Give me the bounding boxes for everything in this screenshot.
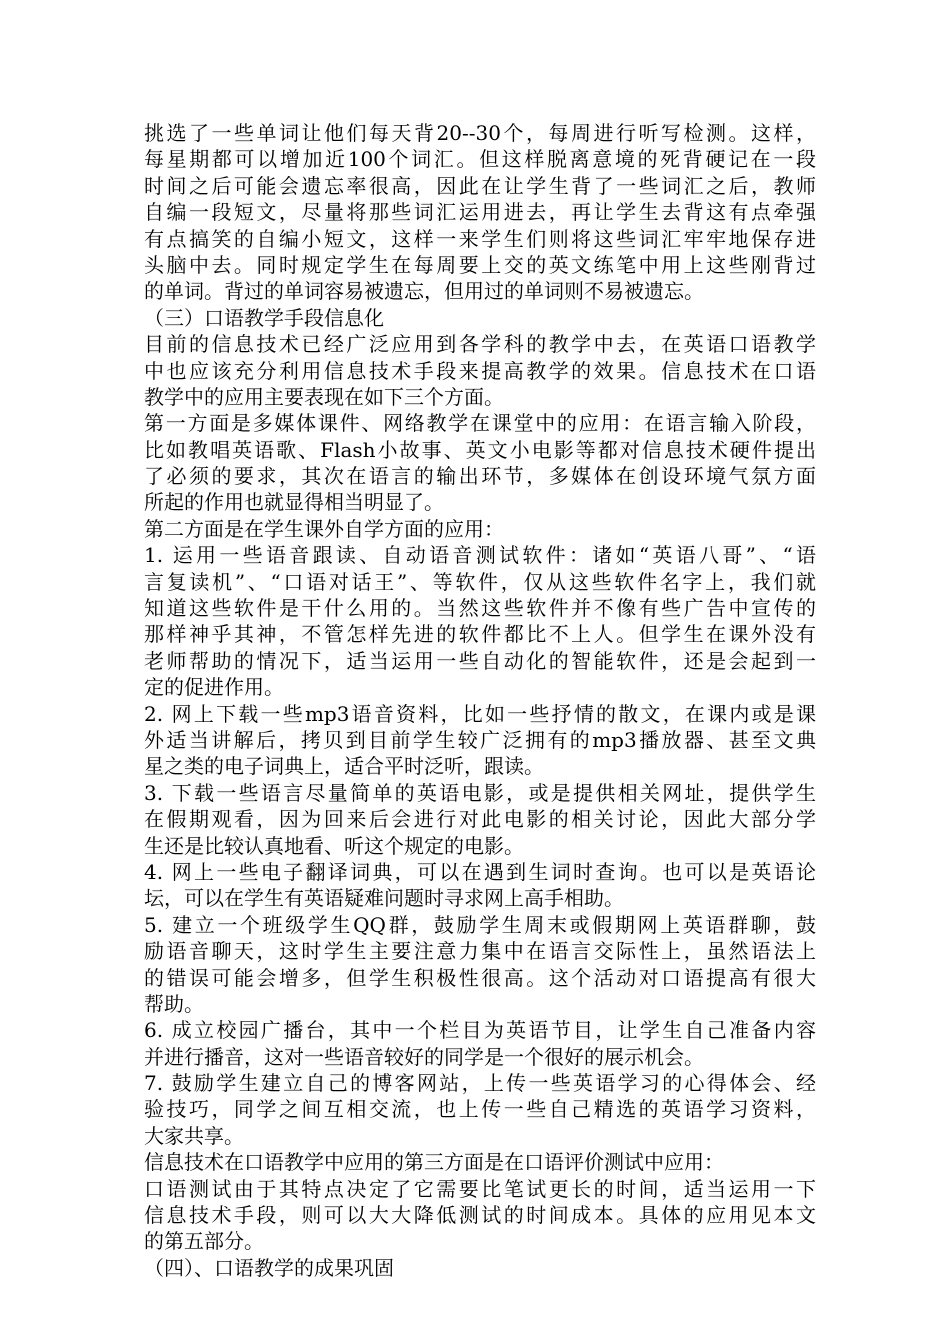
text-line: （三）口语教学手段信息化 bbox=[144, 305, 384, 330]
text-line: 第二方面是在学生课外自学方面的应用： bbox=[144, 516, 504, 541]
text-line: 励语音聊天，这时学生主要注意力集中在语言交际性上，虽然语法上 bbox=[144, 939, 816, 964]
text-line: 的错误可能会增多，但学生积极性很高。这个活动对口语提高有很大 bbox=[144, 965, 816, 990]
text-line: 3. 下载一些语言尽量简单的英语电影，或是提供相关网址，提供学生 bbox=[144, 780, 816, 805]
text-line: 了必须的要求，其次在语言的输出环节，多媒体在创设环境气氛方面 bbox=[144, 464, 816, 489]
text-line: 目前的信息技术已经广泛应用到各学科的教学中去，在英语口语教学 bbox=[144, 332, 816, 357]
text-line: 中也应该充分利用信息技术手段来提高教学的效果。信息技术在口语 bbox=[144, 358, 816, 383]
text-line: 验技巧，同学之间互相交流，也上传一些自己精选的英语学习资料， bbox=[144, 1097, 816, 1122]
text-line: 有点搞笑的自编小短文，这样一来学生们则将这些词汇牢牢地保存进 bbox=[144, 226, 816, 251]
text-line: 信息技术手段，则可以大大降低测试的时间成本。具体的应用见本文 bbox=[144, 1203, 816, 1228]
text-line: 5. 建立一个班级学生QQ群，鼓励学生周末或假期网上英语群聊，鼓 bbox=[144, 912, 816, 937]
text-line: 定的促进作用。 bbox=[144, 675, 284, 700]
text-line: 自编一段短文，尽量将那些词汇运用进去，再让学生去背这有点牵强 bbox=[144, 200, 816, 225]
text-line: 每星期都可以增加近100个词汇。但这样脱离意境的死背硬记在一段 bbox=[144, 147, 816, 172]
text-line: 头脑中去。同时规定学生在每周要上交的英文练笔中用上这些刚背过 bbox=[144, 252, 816, 277]
text-line: 星之类的电子词典上，适合平时泛听，跟读。 bbox=[144, 754, 544, 779]
text-line: 的单词。背过的单词容易被遗忘，但用过的单词则不易被遗忘。 bbox=[144, 279, 704, 304]
text-line: 知道这些软件是干什么用的。当然这些软件并不像有些广告中宣传的 bbox=[144, 596, 816, 621]
document-body bbox=[144, 120, 816, 1281]
text-line: 教学中的应用主要表现在如下三个方面。 bbox=[144, 384, 504, 409]
text-line: 时间之后可能会遗忘率很高，因此在让学生背了一些词汇之后，教师 bbox=[144, 173, 816, 198]
text-line: 所起的作用也就显得相当明显了。 bbox=[144, 490, 444, 515]
text-line: 比如教唱英语歌、Flash小故事、英文小电影等都对信息技术硬件提出 bbox=[144, 437, 816, 462]
text-line: 第一方面是多媒体课件、网络教学在课堂中的应用：在语言输入阶段， bbox=[144, 411, 816, 436]
text-line: 1. 运用一些语音跟读、自动语音测试软件：诸如“英语八哥”、“语 bbox=[144, 543, 816, 568]
text-line: 言复读机”、“口语对话王”、等软件，仅从这些软件名字上，我们就 bbox=[144, 569, 816, 594]
text-line: 7. 鼓励学生建立自己的博客网站，上传一些英语学习的心得体会、经 bbox=[144, 1071, 816, 1096]
text-line: 坛，可以在学生有英语疑难问题时寻求网上高手相助。 bbox=[144, 886, 624, 911]
text-line: 2. 网上下载一些mp3语音资料，比如一些抒情的散文，在课内或是课 bbox=[144, 701, 816, 726]
text-line: 4. 网上一些电子翻译词典，可以在遇到生词时查询。也可以是英语论 bbox=[144, 859, 816, 884]
text-line: 6. 成立校园广播台，其中一个栏目为英语节目，让学生自己准备内容 bbox=[144, 1018, 816, 1043]
text-line: 的第五部分。 bbox=[144, 1229, 264, 1254]
text-line: 大家共享。 bbox=[144, 1123, 244, 1148]
text-line: 生还是比较认真地看、听这个规定的电影。 bbox=[144, 833, 524, 858]
text-line: 挑选了一些单词让他们每天背20--30个，每周进行听写检测。这样， bbox=[144, 121, 816, 145]
text-line: 帮助。 bbox=[144, 991, 204, 1016]
text-line: 在假期观看，因为回来后会进行对此电影的相关讨论，因此大部分学 bbox=[144, 807, 816, 832]
text-line: 信息技术在口语教学中应用的第三方面是在口语评价测试中应用： bbox=[144, 1150, 724, 1175]
text-line: 并进行播音，这对一些语音较好的同学是一个很好的展示机会。 bbox=[144, 1044, 704, 1069]
text-line: （四）、口语教学的成果巩固 bbox=[144, 1255, 394, 1280]
text-line: 老师帮助的情况下，适当运用一些自动化的智能软件，还是会起到一 bbox=[144, 648, 816, 673]
document-page bbox=[144, 120, 816, 1281]
text-line: 口语测试由于其特点决定了它需要比笔试更长的时间，适当运用一下 bbox=[144, 1176, 816, 1201]
text-line: 那样神乎其神，不管怎样先进的软件都比不上人。但学生在课外没有 bbox=[144, 622, 816, 647]
text-line: 外适当讲解后，拷贝到目前学生较广泛拥有的mp3播放器、甚至文典 bbox=[144, 727, 816, 752]
